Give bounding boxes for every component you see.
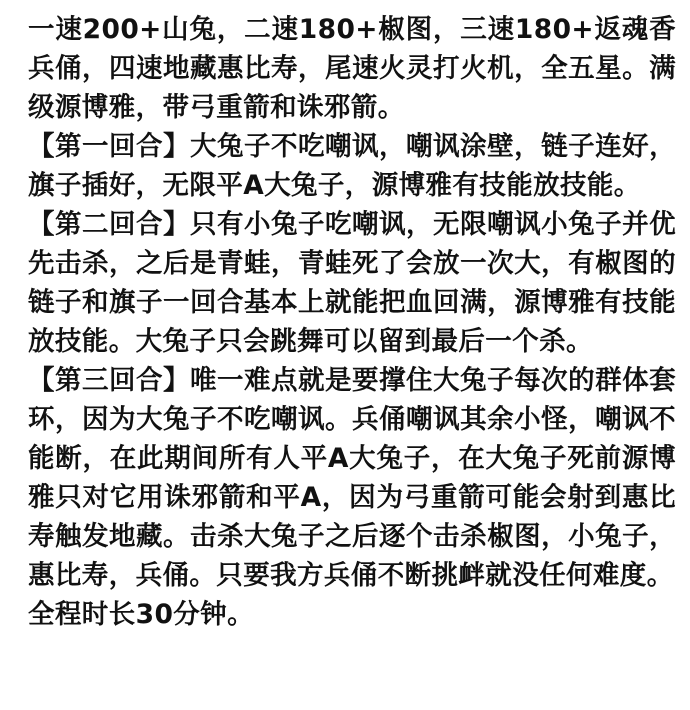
paragraph-4: 【第三回合】唯一难点就是要撑住大兔子每次的群体套环，因为大兔子不吃嘲讽。兵俑嘲讽其余小怪，嘲讽不能断，在此期间所有人平A大兔子，在大兔子死前源博雅只对它用诛邪箭和平A，因为弓重箭可能会射到惠比寿触发地藏。击杀大兔子之后逐个击杀椒图，小兔子，惠比寿，兵俑。只要我方兵俑不断挑衅就没任何难度。 — [28, 365, 676, 591]
paragraph-2: 【第一回合】大兔子不吃嘲讽，嘲讽涂壁，链子连好，旗子插好，无限平A大兔子，源博雅有技能放技能。 — [28, 131, 676, 201]
paragraph-1: 一速200+山兔，二速180+椒图，三速180+返魂香兵俑，四速地藏惠比寿，尾速火灵打火机，全五星。满级源博雅，带弓重箭和诛邪箭。 — [28, 14, 676, 123]
paragraph-5: 全程时长30分钟。 — [28, 599, 254, 630]
paragraph-3: 【第二回合】只有小兔子吃嘲讽，无限嘲讽小兔子并优先击杀，之后是青蛙，青蛙死了会放一次大，有椒图的链子和旗子一回合基本上就能把血回满，源博雅有技能放技能。大兔子只会跳舞可以留到最后一个杀。 — [28, 209, 676, 357]
